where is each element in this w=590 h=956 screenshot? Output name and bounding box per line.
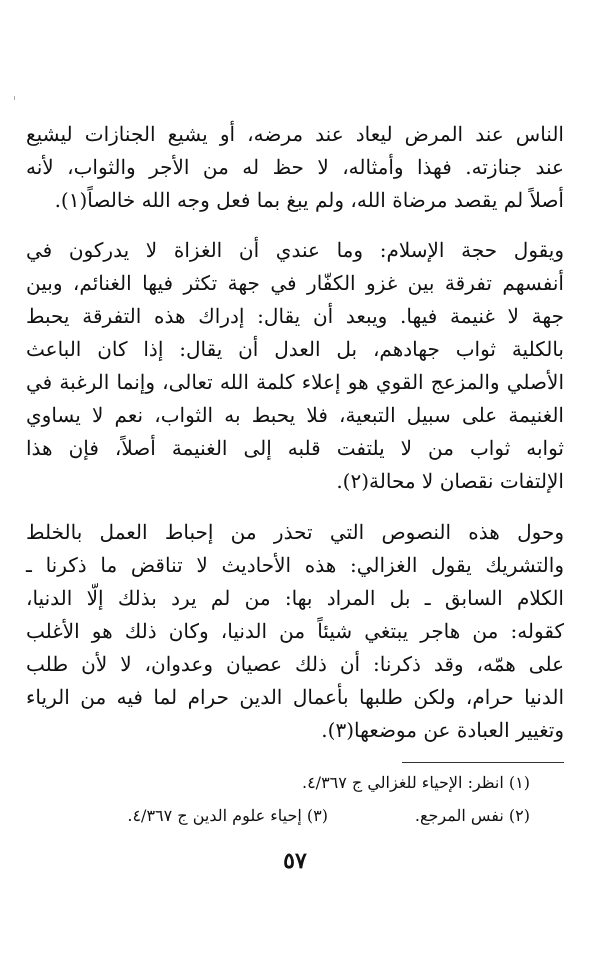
text-line: أنفسهم تفرقة بين غزو الكفّار في جهة تكثر فيها الغنائم، وبين — [26, 271, 564, 295]
footnote-divider — [402, 762, 564, 763]
text-line: الغنيمة على سبيل التبعية، فلا يحبط به الثواب، نعم لا يساوي — [26, 403, 564, 427]
text-line: الدنيا حرام، ولكن طلبها بأعمال الدين حرام لما فيه من الرياء — [26, 685, 564, 709]
text-line: أصلاً لم يقصد مرضاة الله، ولم يبغ بما فعل وجه الله خالصاً(١). — [54, 188, 564, 212]
paragraph-2 — [26, 234, 564, 498]
text-line: ويقول حجة الإسلام: وما عندي أن الغزاة لا يدركون في — [26, 238, 564, 262]
text-line: بالكلية ثواب جهادهم، بل العدل أن يقال: إذا كان الباعث — [26, 337, 565, 361]
text-line: الكلام السابق ـ بل المراد بها: من لم يرد بذلك إلّا الدنيا، — [26, 586, 564, 610]
footnote-1: (١) انظر: الإحياء للغزالي ج ٤/٣٦٧. — [301, 773, 530, 792]
text-line: ثوابه ثواب من لا يلتفت قلبه إلى الغنيمة أصلاً، فإن هذا — [26, 436, 564, 460]
text-line: عند جنازته. فهذا وأمثاله، لا حظ له من الأجر والثواب، لأنه — [26, 155, 564, 179]
footnote-3: (٣) إحياء علوم الدين ج ٤/٣٦٧. — [127, 806, 328, 825]
text-line: كقوله: من هاجر يبتغي شيئاً من الدنيا، وكان ذلك هو الأغلب — [26, 619, 564, 643]
margin-mark — [14, 96, 15, 100]
text-line: وتغيير العبادة عن موضعها(٣). — [321, 718, 564, 742]
paragraph-3 — [26, 516, 564, 747]
text-line: الناس عند المرض ليعاد عند مرضه، أو يشيع الجنازات ليشيع — [26, 122, 564, 146]
footnote-2: (٢) نفس المرجع. — [414, 806, 530, 825]
paragraph-1 — [26, 118, 564, 217]
text-line: وحول هذه النصوص التي تحذر من إحباط العمل بالخلط — [26, 520, 564, 544]
text-line: الأصلي والمزعج القوي هو إعلاء كلمة الله تعالى، وإنما الرغبة في — [26, 370, 564, 394]
page-number: ٥٧ — [283, 848, 307, 874]
text-line: جهة لا غنيمة فيها. ويبعد أن يقال: إدراك هذه التفرقة يحبط — [26, 304, 564, 328]
text-line: والتشريك يقول الغزالي: هذه الأحاديث لا تناقض ما ذكرنا ـ — [26, 553, 564, 577]
text-line: الإلتفات نقصان لا محالة(٢). — [336, 469, 564, 493]
text-line: على همّه، وقد ذكرنا: أن ذلك عصيان وعدوان، لا لأن طلب — [26, 652, 564, 676]
